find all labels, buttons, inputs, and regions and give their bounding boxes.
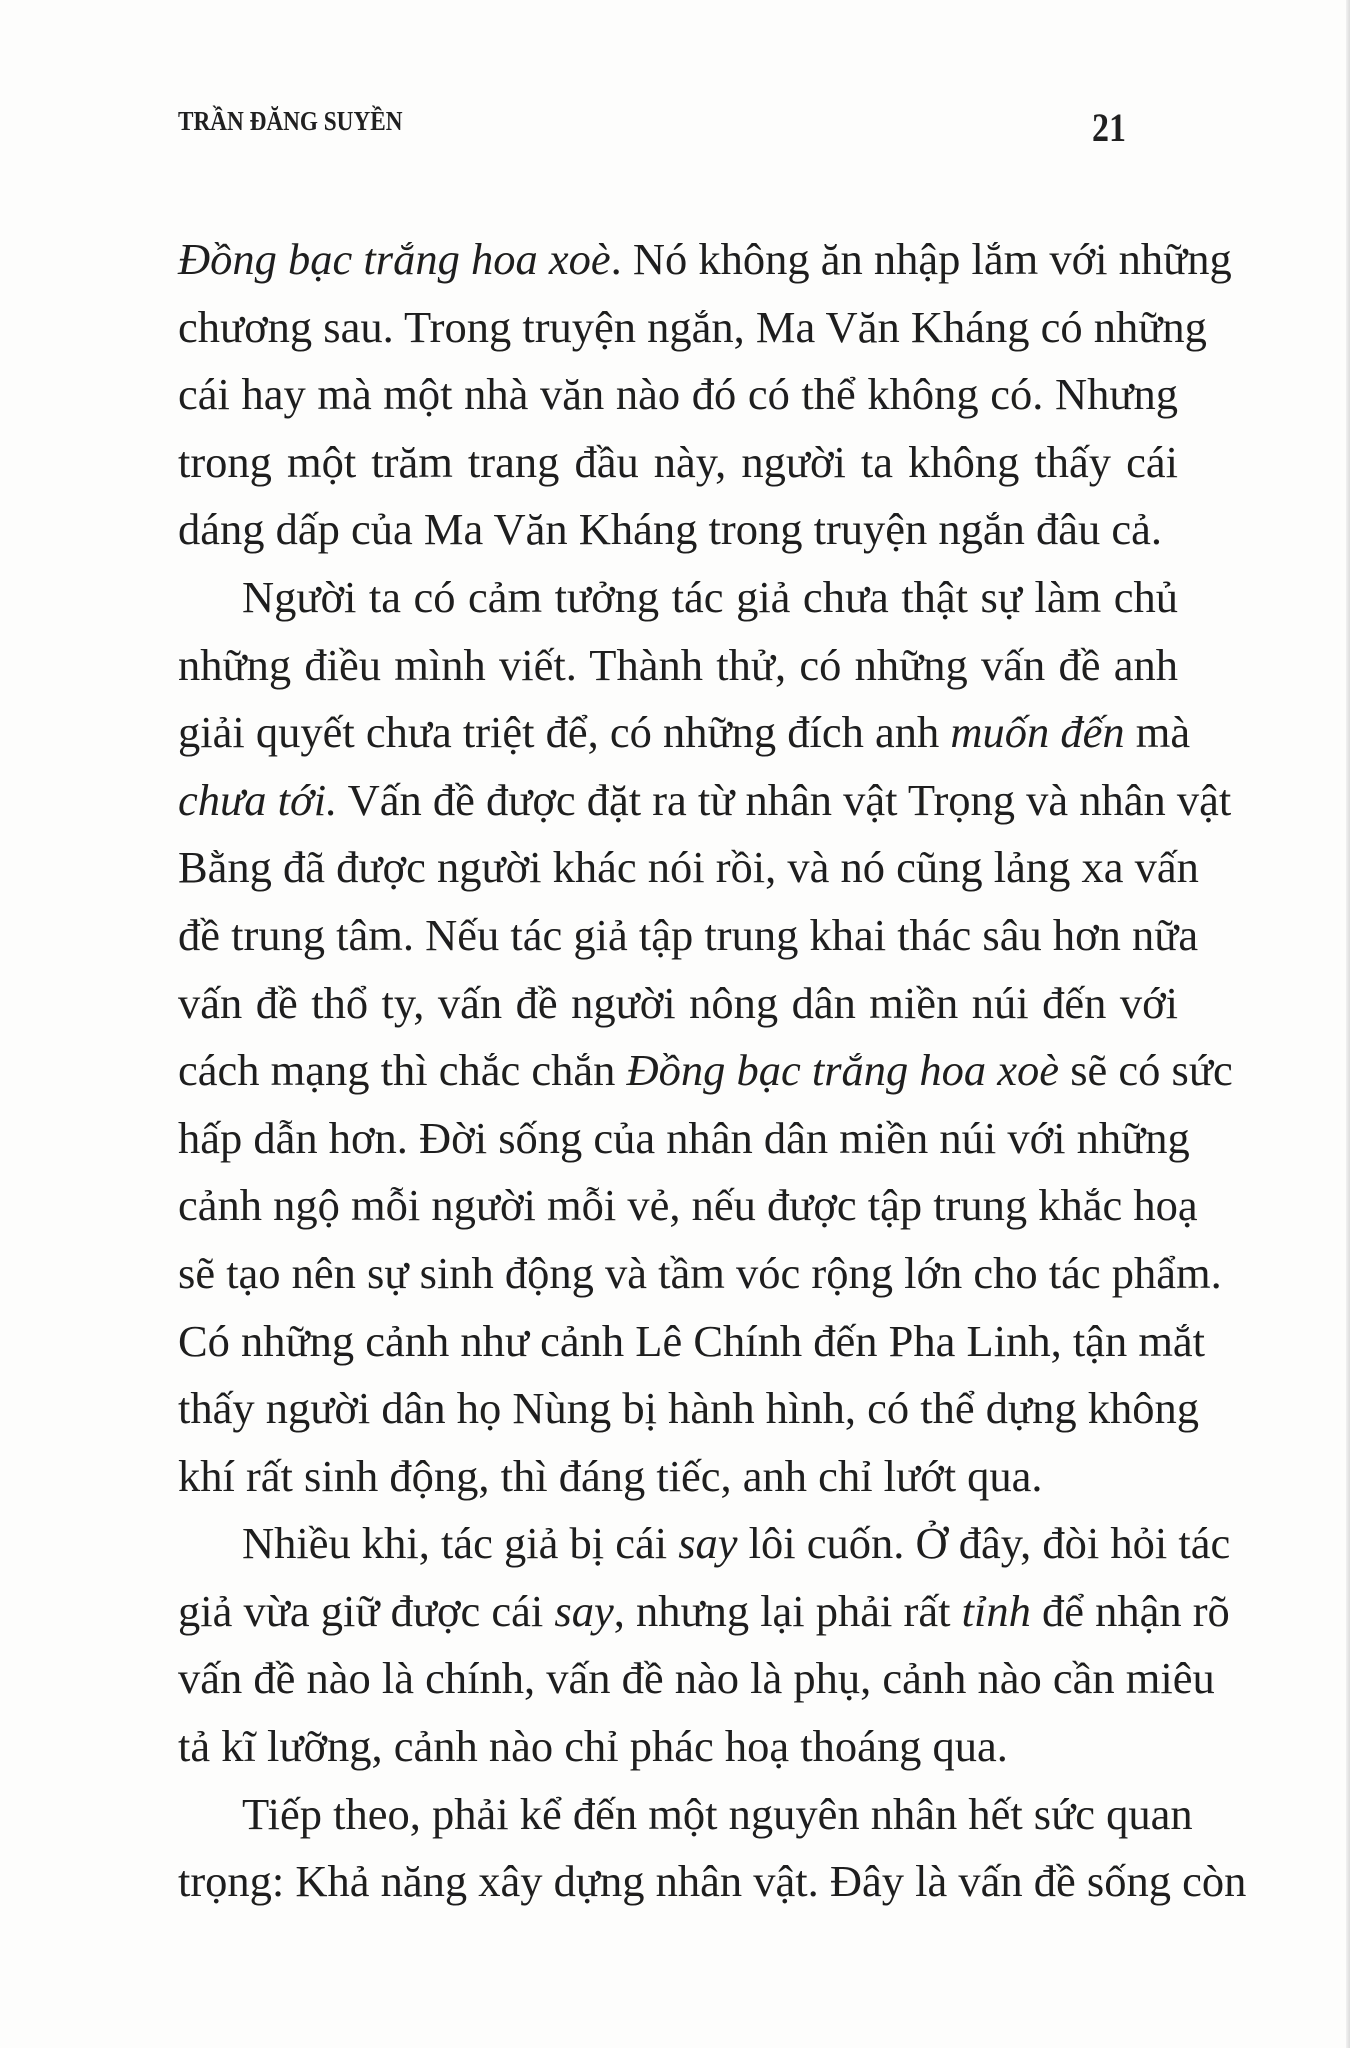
text-line: hấp dẫn hơn. Đời sống của nhân dân miền núi với những bbox=[178, 1112, 1190, 1163]
italic-word: say bbox=[554, 1585, 614, 1636]
text-line: chương sau. Trong truyện ngắn, Ma Văn Kháng có những bbox=[178, 301, 1207, 352]
page-number: 21 bbox=[1092, 105, 1126, 150]
page-edge bbox=[1346, 0, 1350, 2048]
italic-title: Đồng bạc trắng hoa xoè bbox=[178, 234, 611, 284]
italic-phrase: muốn đến bbox=[950, 707, 1125, 758]
body-text bbox=[178, 226, 1247, 1916]
text-line: Có những cảnh như cảnh Lê Chính đến Pha Linh, tận mắt bbox=[178, 1315, 1206, 1366]
text-line: thấy người dân họ Nùng bị hành hình, có thể dựng không bbox=[178, 1383, 1199, 1434]
text-line: những điều mình viết. Thành thử, có những vấn đề anh bbox=[178, 639, 1178, 690]
text-line: sẽ tạo nên sự sinh động và tầm vóc rộng lớn cho tác phẩm. bbox=[178, 1247, 1222, 1298]
text-line: Bằng đã được người khác nói rồi, và nó cũng lảng xa vấn bbox=[178, 842, 1199, 893]
text-line: Người ta có cảm tưởng tác giả chưa thật sự làm chủ bbox=[242, 571, 1178, 622]
text-line: đề trung tâm. Nếu tác giả tập trung khai thác sâu hơn nữa bbox=[178, 909, 1199, 960]
text-line: giả vừa giữ được cái say, nhưng lại phải rất tỉnh để nhận rõ bbox=[178, 1585, 1230, 1636]
text-line: vấn đề thổ ty, vấn đề người nông dân miền núi đến với bbox=[178, 977, 1178, 1028]
italic-word: say bbox=[678, 1518, 738, 1569]
text-line: giải quyết chưa triệt để, có những đích anh muốn đến mà bbox=[178, 707, 1191, 758]
text-line: cảnh ngộ mỗi người mỗi vẻ, nếu được tập trung khắc hoạ bbox=[178, 1180, 1198, 1231]
italic-phrase: chưa tới. bbox=[178, 774, 338, 825]
text-line: trong một trăm trang đầu này, người ta không thấy cái bbox=[178, 436, 1178, 487]
text-line: Tiếp theo, phải kể đến một nguyên nhân hết sức quan bbox=[242, 1788, 1193, 1839]
text-line: khí rất sinh động, thì đáng tiếc, anh chỉ lướt qua. bbox=[178, 1450, 1043, 1501]
text-line: vấn đề nào là chính, vấn đề nào là phụ, cảnh nào cần miêu bbox=[178, 1653, 1215, 1704]
italic-title: Đồng bạc trắng hoa xoè bbox=[626, 1045, 1060, 1096]
text-line: tả kĩ lưỡng, cảnh nào chỉ phác hoạ thoáng qua. bbox=[178, 1721, 1008, 1772]
text-line: cái hay mà một nhà văn nào đó có thể không có. Nhưng bbox=[178, 369, 1178, 420]
italic-word: tỉnh bbox=[961, 1585, 1031, 1636]
text-line: Nhiều khi, tác giả bị cái say lôi cuốn. Ở đây, đòi hỏi tác bbox=[242, 1518, 1231, 1569]
text-line: Đồng bạc trắng hoa xoè. Nó không ăn nhập lắm với những bbox=[178, 234, 1232, 284]
text-line: dáng dấp của Ma Văn Kháng trong truyện ngắn đâu cả. bbox=[178, 504, 1163, 555]
text-line: chưa tới. Vấn đề được đặt ra từ nhân vật Trọng và nhân vật bbox=[178, 774, 1232, 825]
text-line: cách mạng thì chắc chắn Đồng bạc trắng hoa xoè sẽ có sức bbox=[178, 1045, 1233, 1096]
text-line: trọng: Khả năng xây dựng nhân vật. Đây là vấn đề sống còn bbox=[178, 1856, 1247, 1907]
running-head-author: TRẦN ĐĂNG SUYỀN bbox=[178, 106, 403, 136]
